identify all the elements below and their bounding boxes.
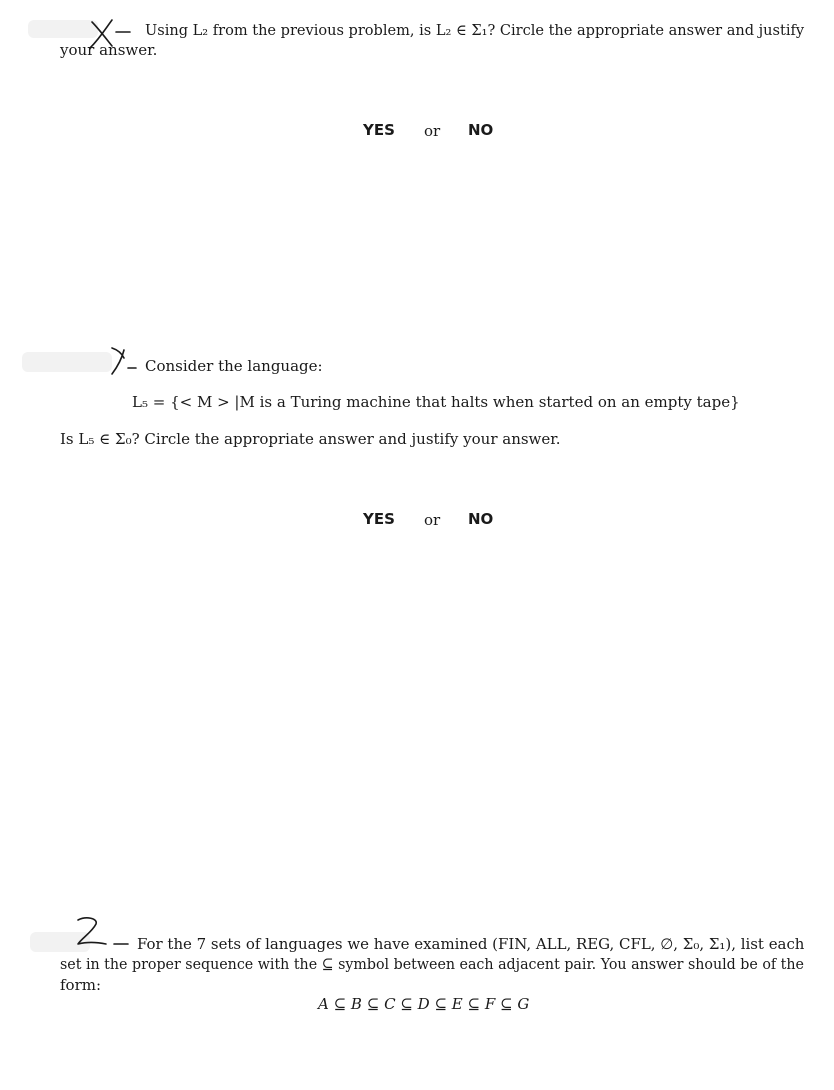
problem-z-chain: A ⊆ B ⊆ C ⊆ D ⊆ E ⊆ F ⊆ G bbox=[318, 995, 530, 1013]
answer-or: or bbox=[424, 122, 441, 140]
problem-y-question: Is L₅ ∈ Σ₀? Circle the appropriate answer and justify your answer. bbox=[60, 430, 561, 448]
handwritten-z-icon bbox=[72, 914, 132, 950]
answer-no[interactable]: NO bbox=[468, 510, 494, 528]
problem-z-line1: For the 7 sets of languages we have examined (FIN, ALL, REG, CFL, ∅, Σ₀, Σ₁), list each bbox=[137, 935, 805, 953]
problem-y-definition: L₅ = {< M > |M is a Turing machine that halts when started on an empty tape} bbox=[132, 393, 740, 411]
problem-x-line1: Using L₂ from the previous problem, is L₂ ∈ Σ₁? Circle the appropriate answer and justify bbox=[145, 21, 805, 39]
problem-z-line3: form: bbox=[60, 976, 102, 994]
handwritten-y-icon bbox=[106, 344, 142, 378]
answer-yes[interactable]: YES bbox=[363, 121, 395, 139]
answer-no[interactable]: NO bbox=[468, 121, 494, 139]
scan-smudge bbox=[22, 352, 112, 372]
problem-y-intro: Consider the language: bbox=[145, 357, 323, 375]
answer-or: or bbox=[424, 511, 441, 529]
problem-x-line2: your answer. bbox=[60, 41, 158, 59]
answer-yes[interactable]: YES bbox=[363, 510, 395, 528]
problem-z-line2: set in the proper sequence with the ⊆ symbol between each adjacent pair. You answer should be of the bbox=[60, 955, 804, 973]
